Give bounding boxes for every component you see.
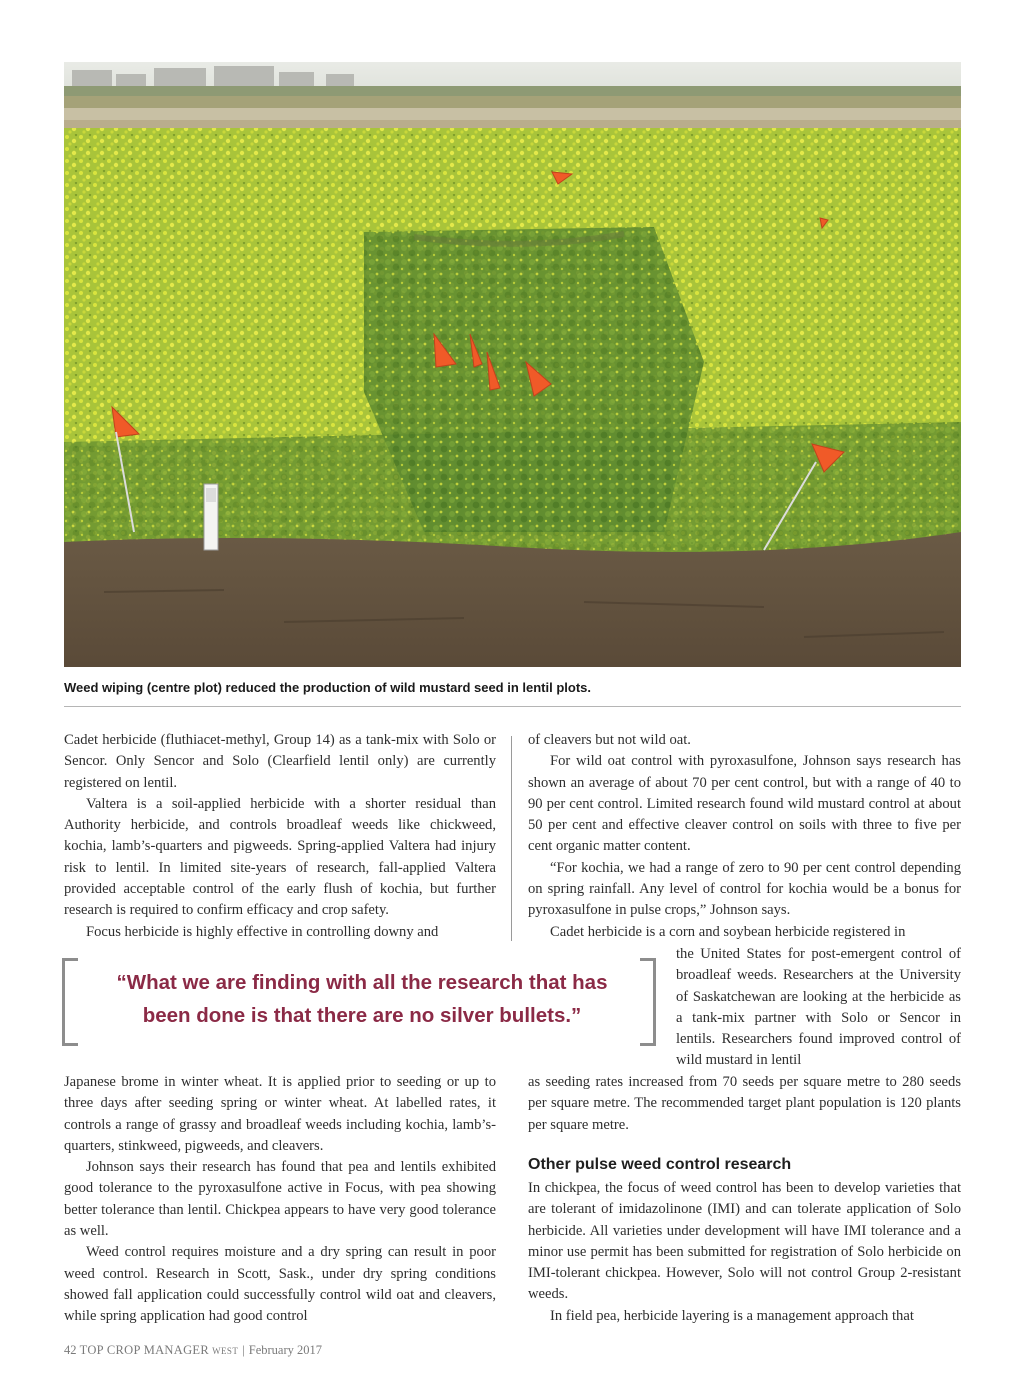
- pull-quote-bracket-left: [62, 958, 78, 1046]
- paragraph: Johnson says their research has found that pea and lentils exhibited good tolerance to the pyroxasulfone active in Focus, with pea showing better tolerance than lentil. Chickpea appears to have very good tolerance as well.: [64, 1159, 496, 1240]
- figure-caption: Weed wiping (centre plot) reduced the production of wild mustard seed in lentil plots.: [64, 680, 592, 695]
- lentil-plot-image: [64, 62, 961, 667]
- paragraph: as seeding rates increased from 70 seeds per square metre to 280 seeds per square metre. The recommended target plant population is 120 plants per square metre.: [528, 1074, 961, 1133]
- magazine-edition: WEST: [212, 1346, 239, 1356]
- pull-quote: [82, 966, 642, 1032]
- pull-quote-bracket-right: [640, 958, 656, 1046]
- paragraph: “For kochia, we had a range of zero to 90 per cent control depending on spring rainfall. Any level of control for kochia would be a bonus for pyroxasulfone in pulse crops,” Johnson says.: [528, 859, 961, 919]
- field-photo: [64, 62, 961, 667]
- paragraph: the United States for post-emergent control of broadleaf weeds. Researchers at the University of Saskatchewan are looking at the herbicide as a tank-mix partner with Solo or Sencor in lentils. Researchers found improved control of wild mustard in lentil: [676, 946, 961, 1069]
- left-column-bottom: [64, 1072, 496, 1328]
- pull-quote-line: “What we are finding with all the research that has: [116, 971, 608, 994]
- folio-separator: |: [242, 1343, 245, 1357]
- page-number: 42: [64, 1343, 77, 1357]
- section-subhead: Other pulse weed control research: [528, 1156, 792, 1173]
- right-column-continued: [528, 1072, 961, 1136]
- paragraph: Cadet herbicide is a corn and soybean herbicide registered in: [550, 923, 906, 940]
- magazine-name: TOP CROP MANAGER: [79, 1343, 209, 1357]
- right-column-top: [528, 730, 961, 943]
- column-divider: [511, 736, 512, 941]
- paragraph: For wild oat control with pyroxasulfone, Johnson says research has shown an average of about 70 per cent control, but with a range of 40 to 90 per cent control. Limited research found wild mustard control at about 50 per cent and effective cleaver control on soils with three to five per cent organic matter content.: [528, 753, 961, 855]
- plot-marker-stake: [204, 484, 218, 550]
- caption-divider: [64, 706, 961, 707]
- paragraph: of cleavers but not wild oat.: [528, 732, 691, 748]
- issue-date: February 2017: [248, 1343, 322, 1357]
- pull-quote-line: been done is that there are no silver bullets.”: [142, 1004, 582, 1027]
- paragraph: In field pea, herbicide layering is a management approach that: [550, 1307, 914, 1324]
- paragraph: Cadet herbicide (fluthiacet-methyl, Group 14) as a tank-mix with Solo or Sencor. Only Sencor and Solo (Clearfield lentil only) are currently registered on lentil.: [64, 732, 496, 791]
- right-column-wrap: [676, 944, 961, 1072]
- page-folio: [64, 1343, 322, 1358]
- paragraph: In chickpea, the focus of weed control has been to develop varieties that are tolerant of imidazolinone (IMI) and can tolerate application of Solo herbicide. All varieties under development will have IMI tolerance and a minor use permit has been submitted for registration of Solo herbicide on IMI-tolerant chickpea. However, Solo will not control Group 2-resistant weeds.: [528, 1180, 961, 1303]
- left-column-top: [64, 730, 496, 943]
- right-column-bottom: [528, 1178, 961, 1327]
- paragraph: Japanese brome in winter wheat. It is applied prior to seeding or up to three days after seeding spring or winter wheat. At labelled rates, it controls a range of grassy and broadleaf weeds including kochia, lamb’s-quarters, stinkweed, pigweeds, and cleavers.: [64, 1074, 496, 1154]
- paragraph: Weed control requires moisture and a dry spring can result in poor weed control. Research in Scott, Sask., under dry spring conditions showed fall application could successfully control wild oat and cleavers, while spring application had good control: [64, 1244, 496, 1325]
- paragraph: Valtera is a soil-applied herbicide with a shorter residual than Authority herbicide, and controls broadleaf weeds like chickweed, kochia, lamb’s-quarters and pigweeds. Spring-applied Valtera had injury risk to lentil. In limited site-years of research, fall-applied Valtera provided acceptable control of the early flush of kochia, but further research is required to confirm efficacy and crop safety.: [64, 795, 496, 919]
- paragraph: Focus herbicide is highly effective in controlling downy and: [86, 923, 439, 940]
